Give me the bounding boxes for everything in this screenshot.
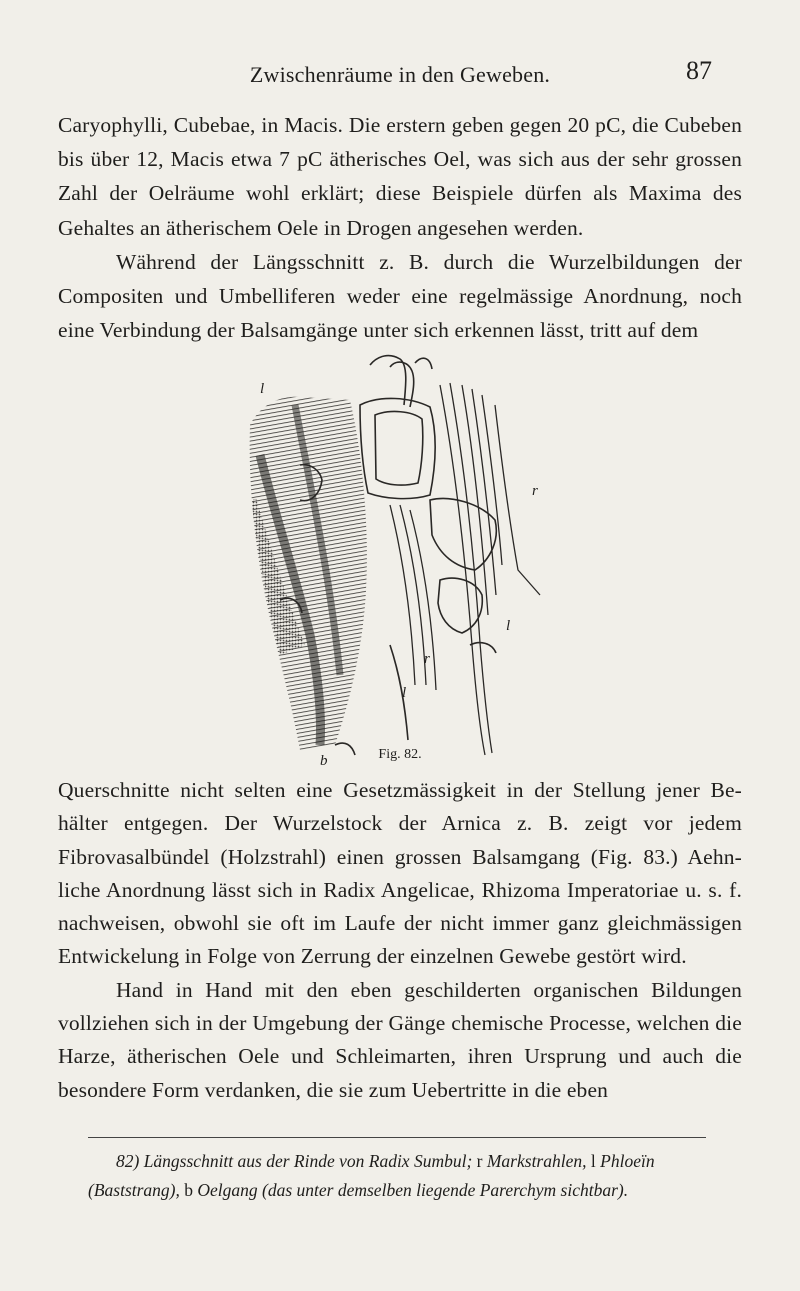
footnote-text-g: Oelgang (das unter demselben liegende Parerchym sichtbar). bbox=[197, 1180, 629, 1200]
footnote-label-b: b bbox=[184, 1180, 193, 1200]
paragraph-2-continuation: Hand in Hand mit den eben geschilderten organischen Bildungen vollziehen sich in der Umgebung der Gänge chemische Processe, welchen die Harze, ätherischen Oele und Schleimarten, ihren Ursprung und auch die besondere Form verdanken, die sie zum Uebertritte in die eben bbox=[58, 977, 742, 1102]
footnote-divider bbox=[88, 1137, 706, 1138]
svg-text:l: l bbox=[260, 381, 265, 397]
paragraph-2 bbox=[58, 774, 742, 1107]
footnote-text-e: Phloeïn (Baststrang), bbox=[88, 1151, 655, 1200]
footnote-text-c: Markstrahlen, bbox=[486, 1151, 587, 1171]
paragraph-1-text: Caryophylli, Cubebae, in Macis. Die erstern geben gegen 20 pC, die Cubeben bis über 12, Macis etwa 7 pC ätherisches Oel, was sich aus der sehr grossen Zahl der Oelräume wohl erklärt; diese Beispiele dürfen als Maxima des Gehaltes an ätherischem Oele in Drogen angesehen werden. bbox=[58, 113, 742, 240]
svg-text:l: l bbox=[402, 685, 407, 701]
svg-text:r: r bbox=[424, 651, 430, 667]
running-title: Zwischenräume in den Geweben. bbox=[249, 62, 551, 87]
page-header bbox=[0, 56, 800, 92]
svg-text:l: l bbox=[506, 618, 511, 634]
paragraph-1 bbox=[58, 108, 742, 347]
footnote-label-r: r bbox=[476, 1151, 483, 1171]
page-number: 87 bbox=[686, 56, 712, 85]
paragraph-1-continuation: Während der Längsschnitt z. B. durch die Wurzelbildungen der Compositen und Umbelliferen weder eine regelmässige Anordnung, noch eine Verbindung der Balsamgänge unter sich erkennen lässt, tritt auf dem bbox=[58, 249, 742, 343]
footnote-text-a: 82) Längsschnitt aus der Rinde von Radix Sumbul; bbox=[116, 1151, 473, 1171]
figure-caption: Fig. 82. bbox=[378, 747, 422, 762]
footnote-82 bbox=[88, 1147, 708, 1205]
footnote-label-l: l bbox=[590, 1151, 596, 1171]
paragraph-2-text: Querschnitte nicht selten eine Gesetzmässigkeit in der Stellung jener Be-hälter entgegen. Der Wurzelstock der Arnica z. B. zeigt vor jedem Fibrovasalbündel (Holzstrahl) einen grossen Balsamgang (Fig. 83.) Aehn-liche Anordnung lässt sich in Radix Angelicae, Rhizoma Imperatoriae u. s. f. nachweisen, obwohl sie oft im Laufe der nicht immer ganz gleichmässigen Entwickelung in Folge von Zerrung der einzelnen Gewebe gestört wird. bbox=[58, 778, 742, 969]
figure-82-illustration bbox=[240, 345, 550, 765]
svg-text:r: r bbox=[532, 483, 538, 499]
svg-text:b: b bbox=[320, 753, 328, 765]
